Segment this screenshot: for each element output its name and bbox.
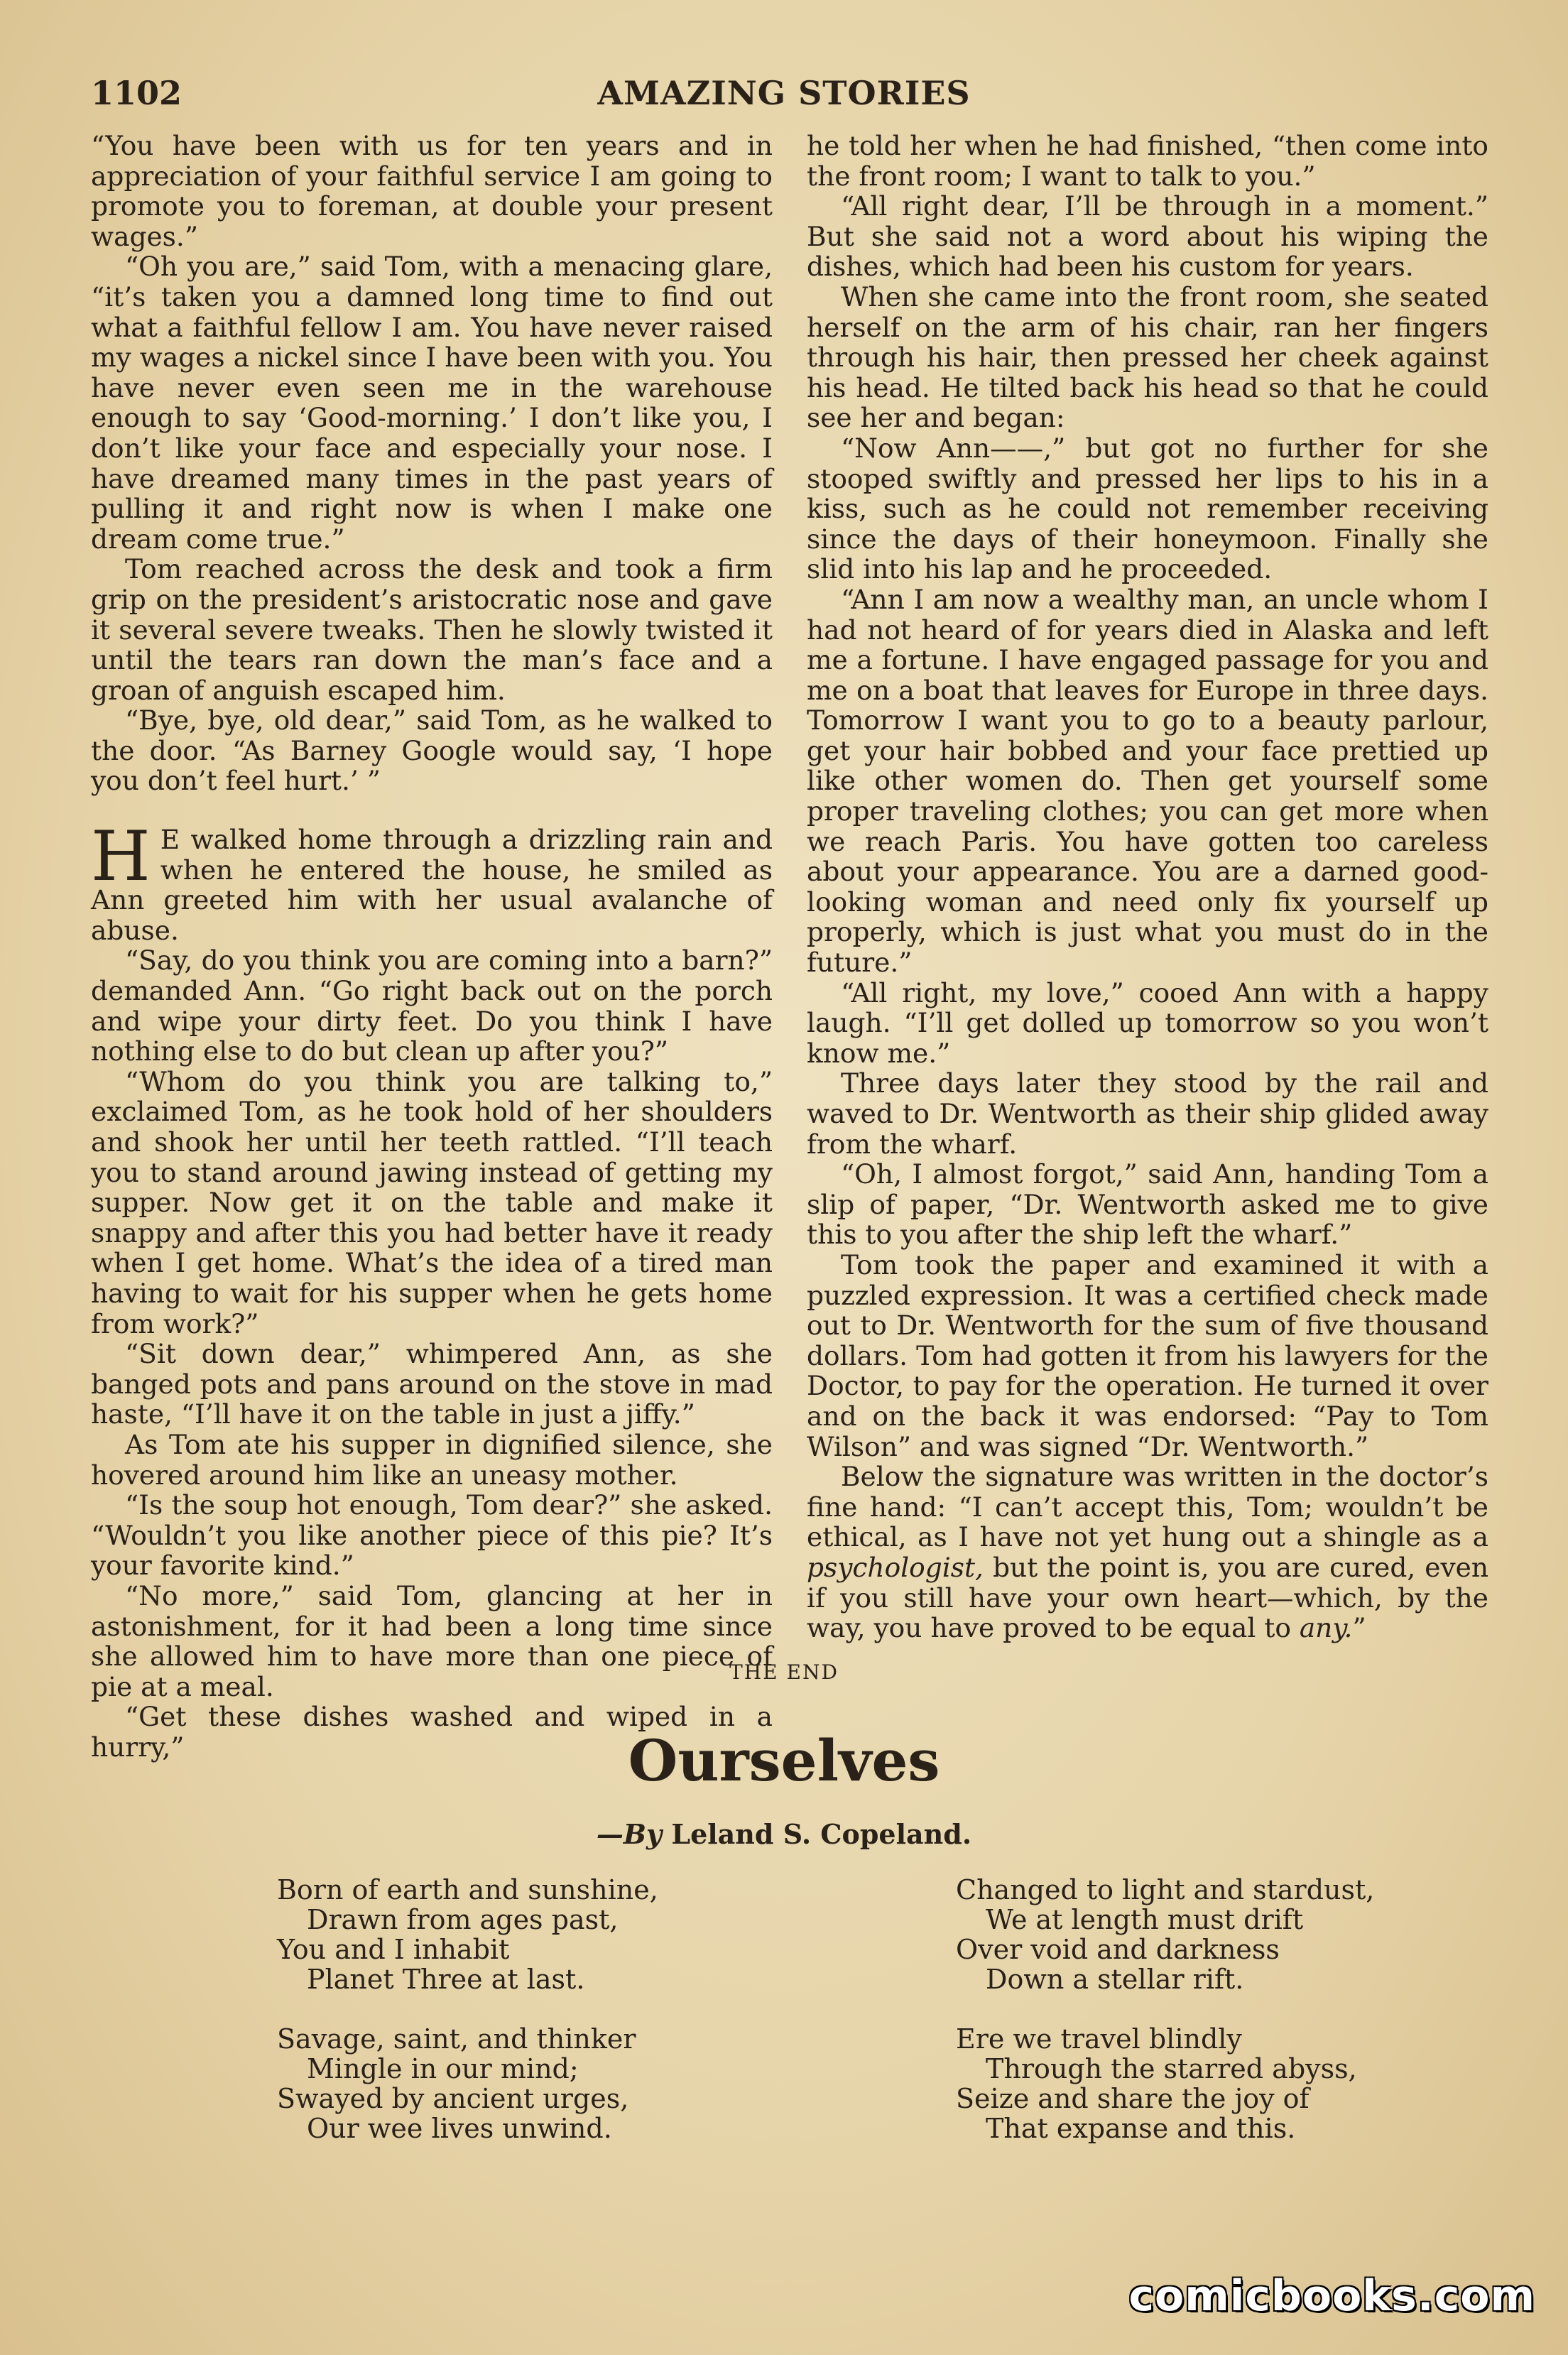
poem-column-right [956, 1875, 1374, 2173]
poem-line: Changed to light and stardust, [956, 1874, 1375, 1905]
paragraph: “All right, my love,” cooed Ann with a happy laugh. “I’ll get dolled up tomorrow so you won’t know me.” [807, 977, 1488, 1069]
paragraph: When she came into the front room, she seated herself on the arm of his chair, ran her fingers through his hair, then pressed her cheek against his head. He tilted back his head so that he could see her and began: [807, 281, 1488, 434]
poem-stanza [277, 2024, 658, 2143]
paragraph: “Oh, I almost forgot,” said Ann, handing Tom a slip of paper, “Dr. Wentworth asked me to give this to you after the ship left the wharf.” [807, 1158, 1488, 1251]
watermark: comicbooks.com [1128, 2271, 1535, 2321]
paragraph-text: E walked home through a drizzling rain and when he entered the house, he smiled as Ann greeted him with her usual avalanche of abuse. [91, 824, 773, 946]
paragraph: “All right dear, I’ll be through in a moment.” But she said not a word about his wiping the dishes, which had been his custom for years. [807, 190, 1488, 283]
paragraph: As Tom ate his supper in dignified silence, she hovered around him like an uneasy mother. [91, 1428, 773, 1491]
paragraph: “Now Ann——,” but got no further for she stooped swiftly and pressed her lips to his in a kiss, such as he could not remember receiving since the days of their honeymoon. Finally she slid into his lap and he proceeded. [807, 432, 1488, 585]
story-column-left [91, 131, 773, 1762]
paragraph: “Say, do you think you are coming into a barn?” demanded Ann. “Go right back out on the porch and wipe your dirty feet. Do you think I have nothing else to do but clean up after you?” [91, 945, 773, 1067]
text-run: but the point is, you are cured, even if you still have your own heart—which, by the way, you have proved to be equal to [807, 1551, 1488, 1644]
poem-title: Ourselves [628, 1727, 940, 1794]
italic-text: psychologist, [807, 1551, 984, 1583]
poem-byline [0, 1818, 1568, 1850]
poem-line: We at length must drift [986, 1904, 1304, 1935]
poem-line: Through the starred abyss, [986, 2053, 1357, 2084]
paragraph: Three days later they stood by the rail and waved to Dr. Wentworth as their ship glided away from the wharf. [807, 1067, 1488, 1160]
paragraph: Tom took the paper and examined it with a puzzled expression. It was a certified check made out to Dr. Wentworth for the sum of five thousand dollars. Tom had gotten it from his lawyers for the Doctor, to pay for the operation. He turned it over and on the back it was endorsed: “Pay to Tom Wilson” and was signed “Dr. Wentworth.” [807, 1249, 1488, 1462]
paragraph: “Whom do you think you are talking to,” exclaimed Tom, as he took hold of her shoulders and shook her until her teeth rattled. “I’ll teach you to stand around jawing instead of getting my supper. Now get it on the table and make it snappy and after this you had better have it ready when I get home. What’s the idea of a tired man having to wait for his supper when he gets home from work?” [91, 1065, 773, 1339]
running-head: AMAZING STORIES [597, 74, 971, 112]
poem-line: That expanse and this. [986, 2113, 1296, 2144]
paragraph: “You have been with us for ten years and in appreciation of your faithful service I am going to promote you to foreman, at double your present wages.” [91, 130, 773, 252]
story-column-right [807, 131, 1488, 1643]
poem-column-left [277, 1875, 658, 2173]
poem-line: Ere we travel blindly [956, 2023, 1242, 2055]
poem-line: Born of earth and sunshine, [277, 1874, 658, 1905]
paragraph: “Ann I am now a wealthy man, an uncle whom I had not heard of for years died in Alaska and left me a fortune. I have engaged passage for you and me on a boat that leaves for Europe in three days. Tomorrow I want you to go to a beauty parlour, get your hair bobbed and your face prettied up like other women do. Then get yourself some proper traveling clothes; you can get more when we reach Paris. You have gotten too careless about your appearance. You are a darned good-looking woman and need only fix yourself up properly, which is just what you must do in the future.” [807, 583, 1488, 979]
paragraph: “Sit down dear,” whimpered Ann, as she banged pots and pans around on the stove in mad haste, “I’ll have it on the table in just a jiffy.” [91, 1338, 773, 1430]
poem-line: Savage, saint, and thinker [277, 2023, 636, 2055]
poem-author: Leland S. Copeland. [671, 1818, 972, 1850]
paragraph: “No more,” said Tom, glancing at her in astonishment, for it had been a long time since she allowed him to have more than one piece of pie at a meal. [91, 1579, 773, 1702]
text-run: ” [1352, 1612, 1366, 1644]
poem-line: Down a stellar rift. [986, 1964, 1244, 1995]
poem-line: Swayed by ancient urges, [277, 2083, 629, 2114]
poem-line: You and I inhabit [277, 1934, 510, 1965]
section-opening-paragraph [91, 817, 773, 946]
final-paragraph [807, 1462, 1488, 1643]
poem-stanza [956, 2024, 1374, 2143]
poem-line: Seize and share the joy of [956, 2083, 1310, 2114]
paragraph: “Oh you are,” said Tom, with a menacing glare, “it’s taken you a damned long time to find out what a faithful fellow I am. You have never raised my wages a nickel since I have been with you. You have never even seen me in the warehouse enough to say ‘Good-morning.’ I don’t like you, I don’t like your face and especially your nose. I have dreamed many times in the past years of pulling it and right now is when I make one dream come true.” [91, 251, 773, 555]
italic-text: any. [1299, 1612, 1353, 1644]
poem-line: Planet Three at last. [307, 1964, 585, 1995]
paragraph: “Bye, bye, old dear,” said Tom, as he walked to the door. “As Barney Google would say, ‘I hope you don’t feel hurt.’ ” [91, 705, 773, 797]
drop-cap: H [91, 817, 151, 897]
poem-line: Our wee lives unwind. [307, 2113, 612, 2144]
paragraph: “Is the soup hot enough, Tom dear?” she asked. “Wouldn’t you like another piece of this pie? It’s your favorite kind.” [91, 1489, 773, 1582]
poem-line: Over void and darkness [956, 1934, 1280, 1965]
paragraph: Tom reached across the desk and took a firm grip on the president’s aristocratic nose and gave it several severe tweaks. Then he slowly twisted it until the tears ran down the man’s face and a groan of anguish escaped him. [91, 553, 773, 706]
poem-line: Drawn from ages past, [307, 1904, 619, 1935]
poem-line: Mingle in our mind; [307, 2053, 579, 2084]
by-label: —By [596, 1818, 663, 1850]
the-end-label: THE END [729, 1660, 839, 1684]
paragraph: “Get these dishes washed and wiped in a hurry,” [91, 1701, 773, 1763]
poem-stanza [277, 1875, 658, 1994]
page-number: 1102 [91, 74, 183, 112]
paragraph: he told her when he had finished, “then come into the front room; I want to talk to you.” [807, 130, 1488, 192]
text-run: Below the signature was written in the doctor’s fine hand: “I can’t accept this, Tom; wouldn’t be ethical, as I have not yet hung out a shingle as a [807, 1461, 1488, 1553]
poem-stanza [956, 1875, 1374, 1994]
